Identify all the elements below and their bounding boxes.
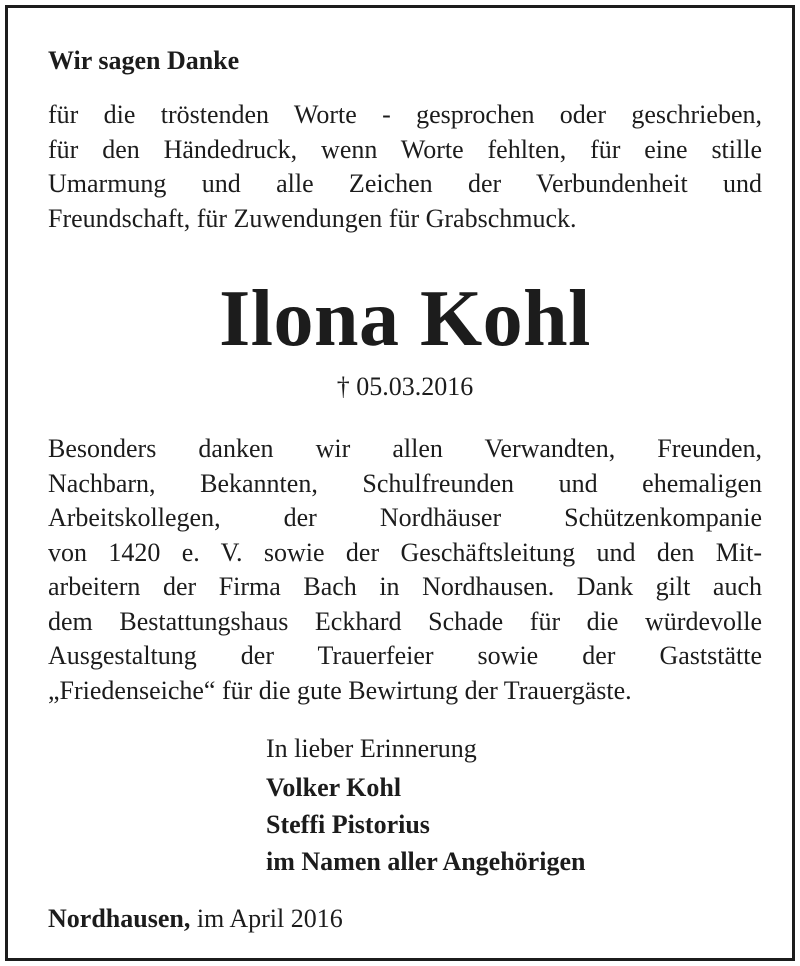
place-date bbox=[48, 902, 343, 936]
death-date: † 05.03.2016 bbox=[336, 372, 474, 401]
place-city: Nordhausen, bbox=[48, 904, 191, 933]
signer-name: Volker Kohl bbox=[266, 773, 402, 802]
intro-line: Freundschaft, für Zuwendungen für Grabschmuck. bbox=[48, 203, 577, 233]
intro-line: Umarmung und alle Zeichen der Verbundenheit und bbox=[48, 169, 762, 198]
signer-name: Steffi Pistorius bbox=[266, 810, 430, 839]
deceased-name: Ilona Kohl bbox=[219, 275, 591, 363]
thanks-line: „Friedenseiche“ für die gute Bewirtung der Trauergäste. bbox=[48, 675, 632, 705]
thanks-line: Ausgestaltung der Trauerfeier sowie der Gaststätte bbox=[48, 641, 762, 670]
thanks-line: arbeitern der Firma Bach in Nordhausen. Dank gilt auch bbox=[48, 572, 762, 601]
thanks-line: dem Bestattungshaus Eckhard Schade für die würdevolle bbox=[48, 606, 762, 636]
thanks-paragraph bbox=[48, 432, 762, 708]
thanks-line: Nachbarn, Bekannten, Schulfreunden und ehemaligen bbox=[48, 468, 762, 498]
signature-block bbox=[266, 730, 585, 880]
intro-line: für die tröstenden Worte - gesprochen oder geschrieben, bbox=[48, 100, 762, 129]
memory-line: In lieber Erinnerung bbox=[266, 734, 477, 763]
signer-relatives: im Namen aller Angehörigen bbox=[266, 847, 586, 876]
intro-line: für den Händedruck, wenn Worte fehlten, für eine stille bbox=[48, 134, 762, 164]
notice-frame bbox=[5, 5, 795, 961]
thanks-line: Besonders danken wir allen Verwandten, Freunden, bbox=[48, 434, 762, 463]
notice-heading: Wir sagen Danke bbox=[48, 46, 240, 75]
thanks-line: von 1420 e. V. sowie der Geschäftsleitung und den Mit- bbox=[48, 537, 762, 567]
intro-paragraph bbox=[48, 98, 762, 236]
place-date-text: im April 2016 bbox=[196, 904, 343, 933]
thanks-line: Arbeitskollegen, der Nordhäuser Schützenkompanie bbox=[48, 503, 762, 532]
